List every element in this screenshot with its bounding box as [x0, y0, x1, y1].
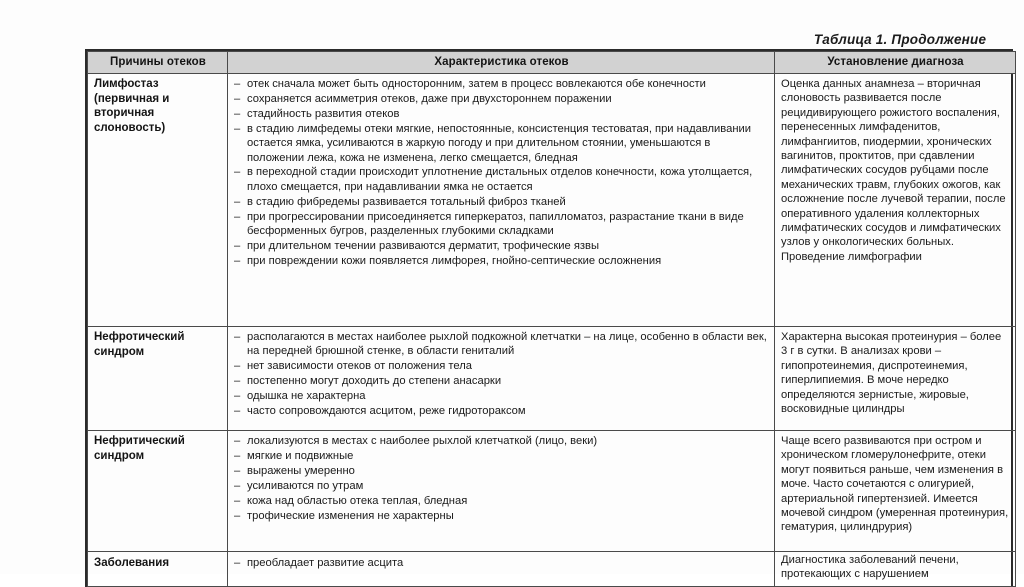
column-header-causes: Причины отеков [88, 52, 228, 74]
list-item: – выражены умеренно [234, 464, 769, 478]
edema-causes-table-container [85, 49, 1013, 587]
list-item: – сохраняется асимметрия отеков, даже при двухстороннем поражении [234, 92, 769, 106]
list-item: – нет зависимости отеков от положения тела [234, 359, 769, 373]
list-item: – при повреждении кожи появляется лимфорея, гнойно-септические осложнения [234, 254, 769, 268]
list-item: – в стадию лимфедемы отеки мягкие, непостоянные, консистенция тестоватая, при надавливании остается ямка, усиливаются в жаркую погоду и при длительном стоянии, уменьшаются в положении лежа, кожа не изменена, легко смещается, бледная [234, 122, 769, 165]
diagnosis-text: Диагностика заболеваний печени, протекающих с нарушением [781, 554, 959, 581]
list-item: – постепенно могут доходить до степени анасарки [234, 374, 769, 388]
table-row [88, 552, 1016, 587]
diagnosis-text: Оценка данных анамнеза – вторичная слоновость развивается после рецидивирующего рожистого воспаления, перенесенных лимфаденитов, лимфангиитов, пиодермии, хронических вагинитов, проктитов, при сдавлении лимфатических сосудов рубцами после механических травм, глубоких ожогов, как осложнение после лучевой терапии, после оперативного удаления коллекторных лимфатических сосудов и лимфатических узлов у онкологических больных. Проведение лимфографии [781, 78, 1006, 263]
list-item: – стадийность развития отеков [234, 107, 769, 121]
list-item: – трофические изменения не характерны [234, 509, 769, 523]
row-diagnosis-liver-diseases [775, 552, 1016, 587]
characteristics-list [234, 77, 769, 268]
list-item: – располагаются в местах наиболее рыхлой подкожной клетчатки – на лице, особенно в области век, на передней брюшной стенке, в области гениталий [234, 330, 769, 359]
list-item: – при длительном течении развиваются дерматит, трофические язвы [234, 239, 769, 253]
list-item: – локализуются в местах с наиболее рыхлой клетчаткой (лицо, веки) [234, 434, 769, 448]
column-header-diagnosis: Установление диагноза [775, 52, 1016, 74]
row-characteristics-liver-diseases [228, 552, 775, 587]
list-item: – усиливаются по утрам [234, 479, 769, 493]
row-characteristics-nephritic [228, 431, 775, 552]
row-diagnosis-nephritic [775, 431, 1016, 552]
row-characteristics-lymphostasis [228, 74, 775, 327]
list-item: – преобладает развитие асцита [234, 556, 769, 570]
list-item: – часто сопровождаются асцитом, реже гидротораксом [234, 404, 769, 418]
characteristics-list [234, 434, 769, 523]
table-continuation-caption: Таблица 1. Продолжение [813, 32, 987, 47]
table-body [88, 74, 1016, 587]
row-cause-lymphostasis: Лимфостаз (первичная и вторичная слоновость) [88, 74, 228, 327]
list-item: – мягкие и подвижные [234, 449, 769, 463]
row-cause-nephrotic: Нефротический синдром [88, 327, 228, 431]
diagnosis-text: Характерна высокая протеинурия – более 3 г в сутки. В анализах крови – гипопротеинемия, диспротеинемия, гиперлипиемия. В моче нередко определяются зернистые, жировые, восковидные цилиндры [781, 331, 1002, 416]
diagnosis-text: Чаще всего развиваются при остром и хроническом гломерулонефрите, отеки могут появиться раньше, чем изменения в моче. Часто сочетаются с олигурией, артериальной гипертензией. Имеется мочевой синдром (умеренная протеинурия, гематурия, цилиндрурия) [781, 435, 1009, 534]
table-header [88, 52, 1016, 74]
list-item: – в стадию фибредемы развивается тотальный фиброз тканей [234, 195, 769, 209]
edema-causes-table [87, 51, 1016, 587]
list-item: – при прогрессировании присоединяется гиперкератоз, папилломатоз, разрастание ткани в виде бесформенных бугров, разделенных глубокими складками [234, 210, 769, 239]
row-characteristics-nephrotic [228, 327, 775, 431]
row-diagnosis-nephrotic [775, 327, 1016, 431]
column-header-characteristics: Характеристика отеков [228, 52, 775, 74]
table-row [88, 327, 1016, 431]
characteristics-list [234, 556, 769, 570]
table-row [88, 431, 1016, 552]
row-diagnosis-lymphostasis [775, 74, 1016, 327]
row-cause-nephritic: Нефритический синдром [88, 431, 228, 552]
list-item: – кожа над областью отека теплая, бледная [234, 494, 769, 508]
characteristics-list [234, 330, 769, 418]
table-row [88, 74, 1016, 327]
list-item: – одышка не характерна [234, 389, 769, 403]
list-item: – в переходной стадии происходит уплотнение дистальных отделов конечности, кожа утолщается, плохо смещается, при надавливании ямка не остается [234, 165, 769, 194]
list-item: – отек сначала может быть односторонним, затем в процесс вовлекаются обе конечности [234, 77, 769, 91]
table-header-row [88, 52, 1016, 74]
row-cause-liver-diseases: Заболевания [88, 552, 228, 587]
